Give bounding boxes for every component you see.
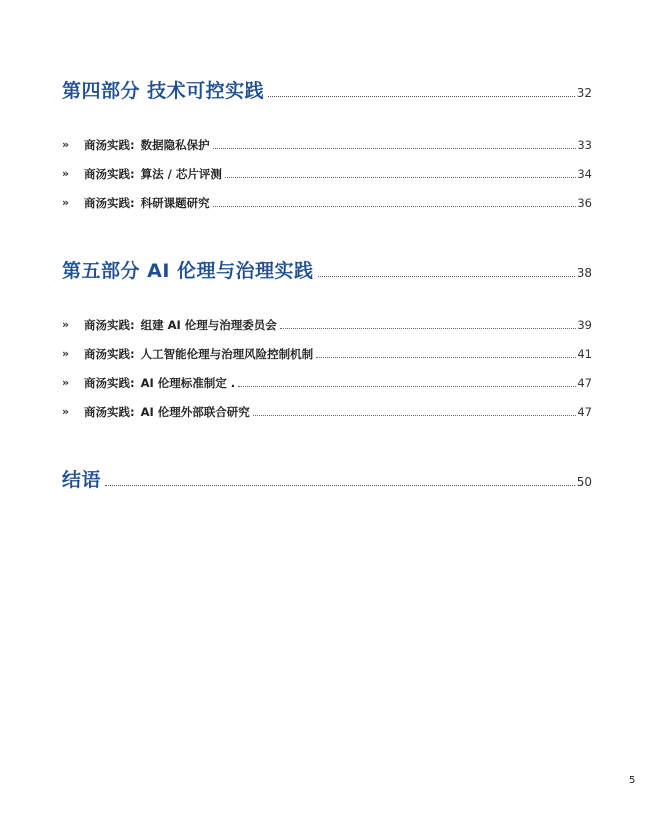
item-page-number: 34: [577, 167, 592, 181]
bullet-icon: »: [62, 405, 70, 418]
section-page-number: 38: [576, 266, 592, 280]
toc-item[interactable]: [62, 153, 592, 182]
dot-leader: [316, 356, 576, 358]
bullet-icon: »: [62, 138, 70, 151]
item-title: AI 伦理外部联合研究: [140, 405, 250, 419]
item-prefix: 商汤实践:: [84, 138, 135, 152]
item-page-number: 47: [577, 405, 592, 419]
toc-section-4: [62, 76, 592, 211]
toc-item[interactable]: [62, 304, 592, 333]
toc-item-list: [62, 124, 592, 211]
dot-leader: [318, 275, 575, 277]
dot-leader: [225, 176, 577, 178]
item-prefix: 商汤实践:: [84, 167, 135, 181]
dot-leader: [253, 414, 577, 416]
item-title: AI 伦理标准制定 .: [140, 376, 236, 390]
toc-item[interactable]: [62, 391, 592, 420]
toc-section-heading[interactable]: [62, 256, 592, 282]
toc-section-heading[interactable]: [62, 465, 592, 491]
item-page-number: 39: [577, 318, 592, 332]
item-page-number: 41: [577, 347, 592, 361]
toc-item[interactable]: [62, 362, 592, 391]
section-page-number: 32: [576, 86, 592, 100]
item-title: 数据隐私保护: [140, 138, 210, 152]
bullet-icon: »: [62, 376, 70, 389]
bullet-icon: »: [62, 196, 70, 209]
item-page-number: 47: [577, 376, 592, 390]
dot-leader: [280, 327, 577, 329]
dot-leader: [105, 484, 575, 486]
item-prefix: 商汤实践:: [84, 405, 135, 419]
item-page-number: 36: [577, 196, 592, 210]
dot-leader: [268, 95, 575, 97]
item-title: 算法 / 芯片评测: [140, 167, 222, 181]
section-title: 第五部分 AI 伦理与治理实践: [62, 260, 314, 282]
toc-section-heading[interactable]: [62, 76, 592, 102]
dot-leader: [213, 147, 577, 149]
toc-item[interactable]: [62, 333, 592, 362]
section-page-number: 50: [576, 475, 592, 489]
item-prefix: 商汤实践:: [84, 376, 135, 390]
item-title: 组建 AI 伦理与治理委员会: [140, 318, 277, 332]
dot-leader: [213, 205, 577, 207]
bullet-icon: »: [62, 318, 70, 331]
toc-item[interactable]: [62, 182, 592, 211]
section-title: 结语: [62, 469, 102, 491]
bullet-icon: »: [62, 167, 70, 180]
toc-item[interactable]: [62, 124, 592, 153]
toc-section-5: [62, 256, 592, 420]
bullet-icon: »: [62, 347, 70, 360]
item-title: 科研课题研究: [140, 196, 210, 210]
toc-item-list: [62, 304, 592, 420]
item-page-number: 33: [577, 138, 592, 152]
item-prefix: 商汤实践:: [84, 347, 135, 361]
item-title: 人工智能伦理与治理风险控制机制: [140, 347, 314, 361]
item-prefix: 商汤实践:: [84, 196, 135, 210]
section-title: 第四部分 技术可控实践: [62, 80, 265, 102]
toc-section-conclusion: [62, 465, 592, 491]
item-prefix: 商汤实践:: [84, 318, 135, 332]
dot-leader: [238, 385, 576, 387]
page-number: 5: [629, 775, 636, 786]
